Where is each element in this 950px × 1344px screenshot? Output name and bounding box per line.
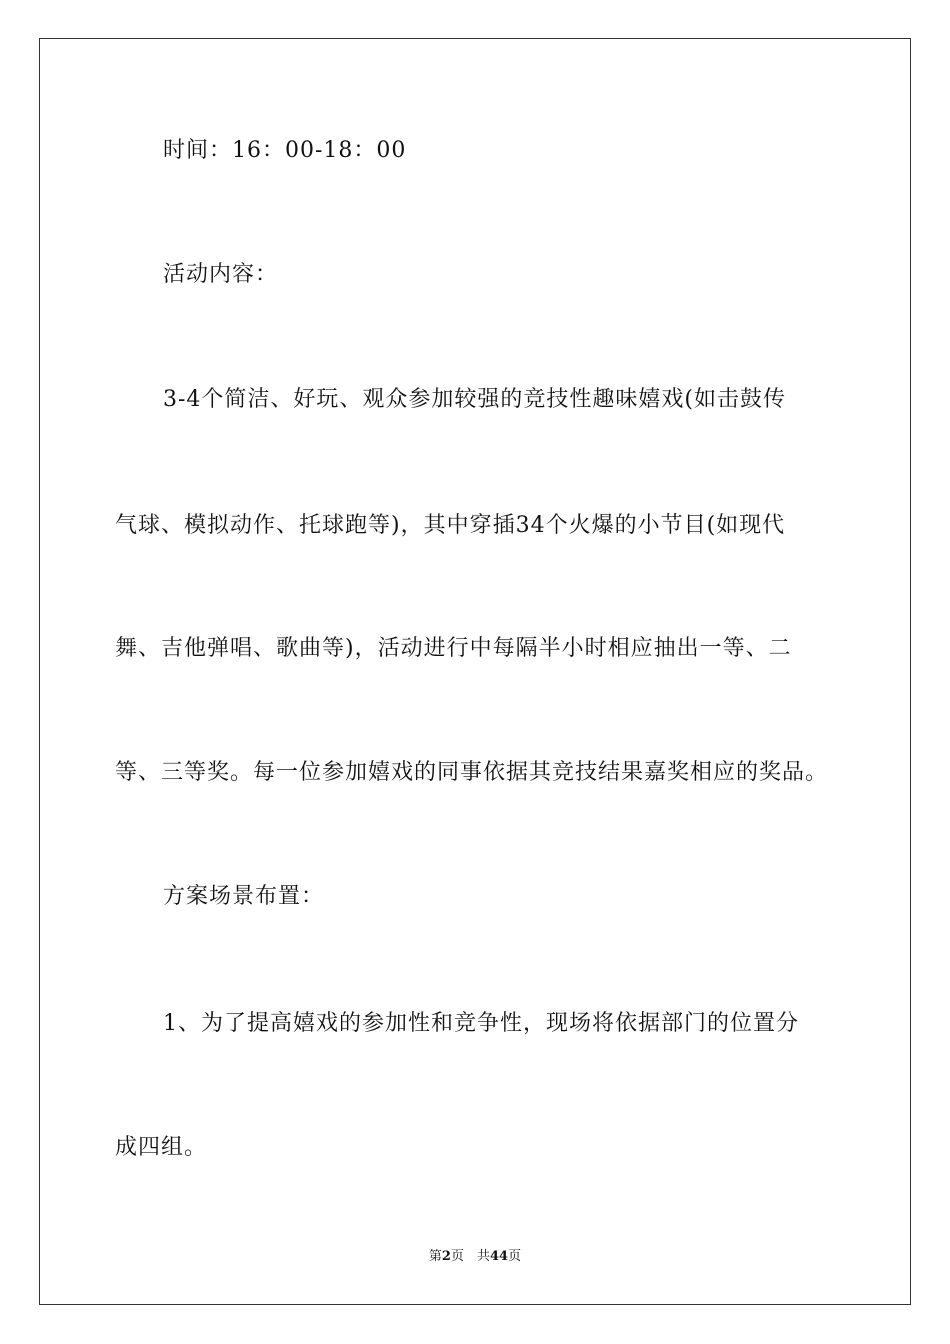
paragraph-activity-line-3: 舞、吉他弹唱、歌曲等)，活动进行中每隔半小时相应抽出一等、二 <box>115 636 792 661</box>
footer-current-page: 2 <box>441 1249 451 1264</box>
paragraph-activity-line-4: 等、三等奖。每一位参加嬉戏的同事依据其竞技结果嘉奖相应的奖品。 <box>115 760 829 785</box>
paragraph-scene-heading: 方案场景布置： <box>163 884 325 909</box>
page-border <box>39 38 911 1305</box>
footer-page-mid: 页 共 <box>450 1249 490 1264</box>
paragraph-activity-heading: 活动内容： <box>163 262 279 287</box>
paragraph-scene-item-1-line-2: 成四组。 <box>115 1135 208 1160</box>
footer-page-prefix: 第 <box>428 1249 442 1264</box>
paragraph-activity-line-1: 3-4个简洁、好玩、观众参加较强的竞技性趣味嬉戏(如击鼓传 <box>163 387 787 412</box>
paragraph-activity-line-2: 气球、模拟动作、托球跑等)，其中穿插34个火爆的小节目(如现代 <box>115 513 786 538</box>
footer-total-pages: 44 <box>489 1249 509 1264</box>
paragraph-scene-item-1-line-1: 1、为了提高嬉戏的参加性和竞争性，现场将依据部门的位置分 <box>163 1011 799 1036</box>
paragraph-time: 时间：16：00-18：00 <box>163 138 407 163</box>
footer-page-suffix: 页 <box>508 1249 522 1264</box>
page-footer <box>0 1245 950 1264</box>
